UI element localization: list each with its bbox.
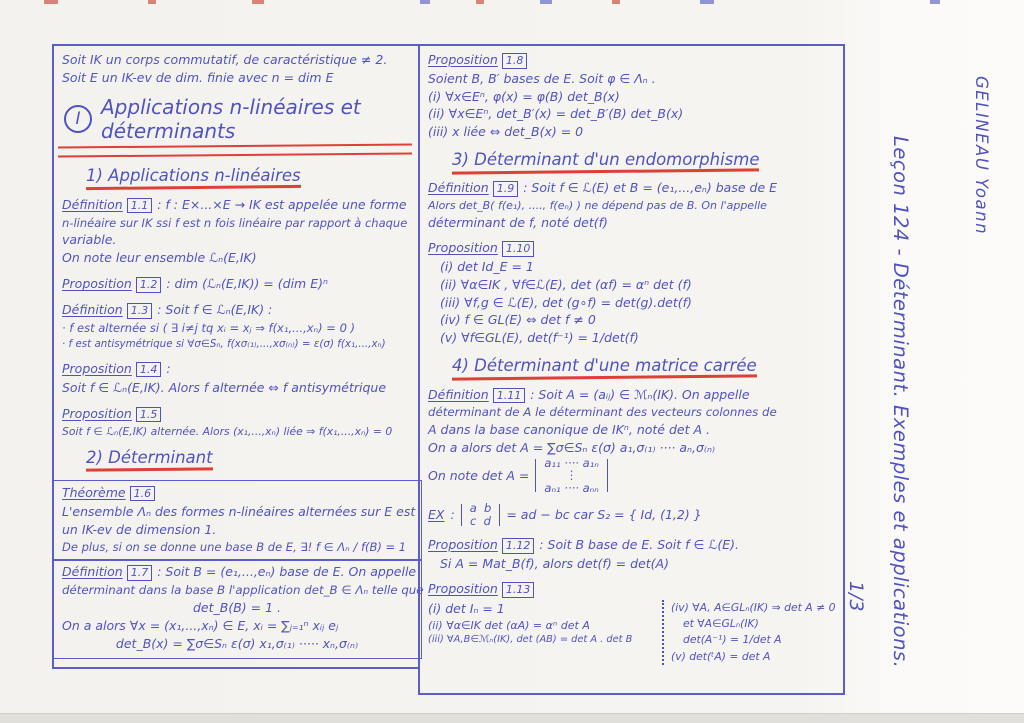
note-line: (i) ∀x∈Eⁿ, φ(x) = φ(B) det_B(x) — [428, 88, 620, 104]
statement-header — [428, 179, 835, 197]
matrix-row: aₙ₁ ···· aₙₙ — [544, 480, 599, 495]
page-number: 1/3 — [845, 581, 867, 612]
statement-block — [62, 301, 412, 351]
statement-intro: : Soit B = (e₁,...,eₙ) base de E. On appelle — [157, 564, 417, 580]
note-line: On note leur ensemble ℒₙ(E,IK) — [62, 250, 257, 266]
subsection-heading-text: 3) Déterminant d'un endomorphisme — [452, 149, 760, 169]
statement-label: Théorème — [62, 484, 126, 500]
statement-intro: : — [166, 360, 171, 376]
subsection-heading — [86, 166, 301, 189]
statement-label: Définition — [62, 302, 123, 318]
statement-intro: : Soit f ∈ ℒ(E) et B = (e₁,...,eₙ) base de E — [523, 180, 778, 196]
statement-label: Proposition — [62, 360, 132, 376]
statement-number: 1.13 — [502, 582, 535, 598]
two-column-statement — [428, 600, 835, 665]
scan-artifact — [930, 0, 940, 4]
note-line: On a alors ∀x = (x₁,...,xₙ) ∈ E, xᵢ = ∑ⱼ₌₁ⁿ xᵢⱼ eⱼ — [62, 618, 339, 634]
statement-number: 1.10 — [502, 241, 535, 257]
note-line: (i) det Id_E = 1 — [440, 259, 534, 275]
statement-block — [52, 559, 422, 659]
statement-label: Définition — [428, 180, 489, 196]
note-line: Soit IK un corps commutatif, de caractéristique ≠ 2. — [62, 52, 388, 67]
statement-block — [62, 275, 412, 293]
note-line: Soit f ∈ ℒₙ(E,IK). Alors f alternée ⇔ f antisymétrique — [62, 379, 387, 395]
note-line: · f est antisymétrique si ∀σ∈Sₙ, f(xσ₍₁₎,...,xσ₍ₙ₎) = ε(σ) f(x₁,...,xₙ) — [62, 337, 386, 350]
statement-intro: : dim (ℒₙ(E,IK)) = (dim E)ⁿ — [166, 276, 328, 292]
statement-header — [62, 275, 412, 293]
statement-block — [428, 51, 835, 141]
matrix-rows — [468, 502, 494, 527]
matrix-formula-line — [428, 457, 614, 495]
note-line: variable. — [62, 232, 117, 248]
matrix-row: a b — [469, 501, 492, 516]
note-line: (iii) x liée ⇔ det_B(x) = 0 — [428, 124, 584, 139]
matrix-left-bar — [461, 504, 462, 525]
statement-intro: : f : E×...×E → IK est appelée une forme — [157, 196, 407, 212]
scan-bottom-edge — [0, 713, 1024, 723]
subsection-heading-text: 4) Déterminant d'une matrice carrée — [452, 355, 757, 375]
subsection-heading — [452, 356, 757, 379]
scan-artifact — [540, 0, 552, 4]
note-line: det(A⁻¹) = 1/det A — [682, 633, 782, 647]
note-line: n-linéaire sur IK ssi f est n fois linéaire par rapport à chaque — [62, 215, 408, 230]
note-line: Soit f ∈ ℒₙ(E,IK) alternée. Alors (x₁,...,xₙ) liée ⇒ f(x₁,...,xₙ) = 0 — [62, 424, 393, 438]
statement-label: Proposition — [428, 52, 498, 67]
note-line: (ii) ∀α∈IK det (αA) = αⁿ det A — [428, 618, 590, 632]
statement-header — [62, 360, 412, 378]
note-line: et ∀A∈GLₙ(IK) — [682, 617, 759, 631]
red-double-underline — [58, 143, 412, 157]
statement-header — [62, 196, 412, 214]
matrix-row: c d — [470, 514, 491, 529]
note-line: déterminant dans la base B l'application det_B ∈ Λₙ telle que — [62, 583, 424, 598]
statement-number: 1.11 — [493, 388, 526, 404]
subsection-heading — [86, 448, 213, 471]
scan-artifact — [44, 0, 58, 4]
note-line: L'ensemble Λₙ des formes n-linéaires alternées sur E est — [62, 503, 416, 519]
note-line: Alors det_B( f(e₁), ...., f(eₙ) ) ne dépend pas de B. On l'appelle — [428, 199, 767, 213]
section-heading-text: Applications n-linéaires et déterminants — [101, 95, 361, 143]
statement-header — [428, 239, 835, 257]
statement-label: Proposition — [62, 405, 132, 421]
red-underline — [452, 168, 759, 174]
margin-author: GELINEAU Yoann — [972, 76, 991, 236]
scan-artifact — [476, 0, 484, 4]
statement-number: 1.12 — [502, 538, 535, 554]
statement-block — [428, 179, 835, 231]
matrix-row: ⋮ — [565, 468, 578, 483]
statement-right-items — [662, 600, 836, 665]
note-line: (iv) f ∈ GL(E) ⇔ det f ≠ 0 — [440, 312, 596, 328]
statement-number: 1.5 — [136, 407, 162, 423]
matrix-rows — [542, 457, 600, 495]
subsection-heading-text: 1) Applications n-linéaires — [86, 166, 301, 185]
matrix-prefix: : — [450, 507, 455, 523]
statement-header — [62, 301, 412, 319]
note-line: (iii) ∀A,B∈ℳₙ(IK), det (AB) = det A . det B — [428, 634, 633, 646]
statement-header — [428, 580, 835, 598]
statement-left-items — [428, 600, 660, 647]
note-line: De plus, si on se donne une base B de E, ∃! f ∈ Λₙ / f(B) = 1 — [62, 539, 407, 554]
statement-number: 1.2 — [136, 277, 162, 293]
preamble — [62, 51, 412, 87]
subsection-heading-text: 2) Déterminant — [86, 448, 213, 468]
note-line: déterminant de f, noté det(f) — [428, 214, 608, 230]
statement-number: 1.1 — [127, 198, 153, 214]
note-line: (ii) ∀x∈Eⁿ, det_B′(x) = det_B′(B) det_B(x) — [428, 106, 684, 122]
statement-number: 1.8 — [502, 53, 528, 69]
statement-block — [62, 360, 412, 397]
left-column — [52, 44, 424, 669]
matrix-row: a₁₁ ···· a₁ₙ — [544, 455, 599, 470]
statement-number: 1.4 — [136, 362, 162, 378]
statement-block — [428, 239, 835, 347]
note-line: det_B(x) = ∑σ∈Sₙ ε(σ) x₁,σ₍₁₎ ····· xₙ,σ₍ₙ₎ — [115, 636, 359, 652]
statement-header — [428, 536, 835, 554]
statement-intro: : Soit f ∈ ℒₙ(E,IK) : — [157, 302, 273, 318]
statement-label: Définition — [62, 196, 123, 212]
note-line: Soit E un IK-ev de dim. finie avec n = dim E — [62, 70, 334, 85]
note-line: (v) ∀f∈GL(E), det(f⁻¹) = 1/det(f) — [440, 330, 639, 346]
statement-label: Proposition — [428, 581, 498, 597]
red-underline — [86, 185, 301, 190]
note-line: (ii) ∀α∈IK , ∀f∈ℒ(E), det (αf) = αⁿ det (f) — [440, 276, 692, 292]
note-line: Si A = Mat_B(f), alors det(f) = det(A) — [440, 555, 669, 571]
matrix-right-bar — [607, 459, 608, 493]
note-line: det_B(B) = 1 . — [192, 600, 281, 616]
statement-label: Proposition — [62, 276, 132, 292]
statement-label: Définition — [62, 564, 123, 580]
scan-artifact — [148, 0, 156, 4]
scan-artifact — [420, 0, 430, 4]
statement-number: 1.3 — [127, 303, 153, 319]
scan-artifact — [252, 0, 264, 4]
subsection-heading — [452, 150, 759, 173]
note-line: (iv) ∀A, A∈GLₙ(IK) ⇒ det A ≠ 0 — [670, 601, 836, 614]
statement-block — [428, 580, 835, 665]
statement-block — [62, 405, 412, 440]
statement-intro: : Soit A = (aᵢⱼ) ∈ ℳₙ(IK). On appelle — [530, 386, 750, 402]
margin-lesson-title: Leçon 124 - Déterminant. Exemples et applications. — [889, 136, 912, 669]
note-line: (i) det Iₙ = 1 — [428, 601, 505, 616]
statement-block — [428, 386, 835, 495]
matrix-right-bar — [499, 504, 500, 525]
note-line: A dans la base canonique de IKⁿ, noté det A . — [428, 422, 710, 438]
scan-artifact — [700, 0, 714, 4]
statement-header — [62, 405, 412, 423]
statement-intro: : Soit B base de E. Soit f ∈ ℒ(E). — [539, 536, 740, 552]
matrix-left-bar — [535, 459, 536, 493]
note-line: On a alors det A = ∑σ∈Sₙ ε(σ) a₁,σ₍₁₎ ···· aₙ,σ₍ₙ₎ — [428, 439, 716, 455]
note-line: (v) det(ᵗA) = det A — [670, 649, 771, 663]
statement-number: 1.7 — [127, 565, 153, 581]
statement-number: 1.6 — [130, 486, 156, 502]
right-column — [418, 44, 845, 695]
note-line: déterminant de A le déterminant des vecteurs colonnes de — [428, 405, 777, 420]
example-line — [428, 502, 702, 527]
statement-number: 1.9 — [493, 181, 519, 197]
statement-label: Proposition — [428, 240, 498, 256]
statement-label: Définition — [428, 386, 489, 402]
section-numeral-circle: I — [64, 105, 92, 133]
note-line: Soient B, B′ bases de E. Soit φ ∈ Λₙ . — [428, 70, 656, 86]
note-line: (iii) ∀f,g ∈ ℒ(E), det (g∘f) = det(g).det(f) — [440, 294, 692, 310]
matrix-suffix: = ad − bc car S₂ = { Id, (1,2) } — [506, 507, 702, 523]
statement-block — [428, 536, 835, 573]
example-block — [428, 502, 835, 527]
statement-block — [52, 480, 422, 562]
note-line: un IK-ev de dimension 1. — [62, 521, 217, 537]
note-line: · f est alternée si ( ∃ i≠j tq xᵢ = xⱼ ⇒ f(x₁,...,xₙ) = 0 ) — [62, 321, 356, 336]
section-heading — [64, 95, 412, 143]
statement-label: Proposition — [428, 536, 498, 552]
statement-header — [428, 386, 835, 404]
statement-header — [62, 484, 412, 502]
red-underline — [86, 467, 213, 471]
red-underline — [452, 374, 757, 380]
statement-header — [62, 563, 417, 581]
matrix-prefix: On note det A = — [428, 467, 530, 483]
scan-artifact — [612, 0, 620, 4]
example-label: EX — [428, 507, 445, 523]
statement-header — [428, 51, 835, 69]
statement-block — [62, 196, 412, 268]
